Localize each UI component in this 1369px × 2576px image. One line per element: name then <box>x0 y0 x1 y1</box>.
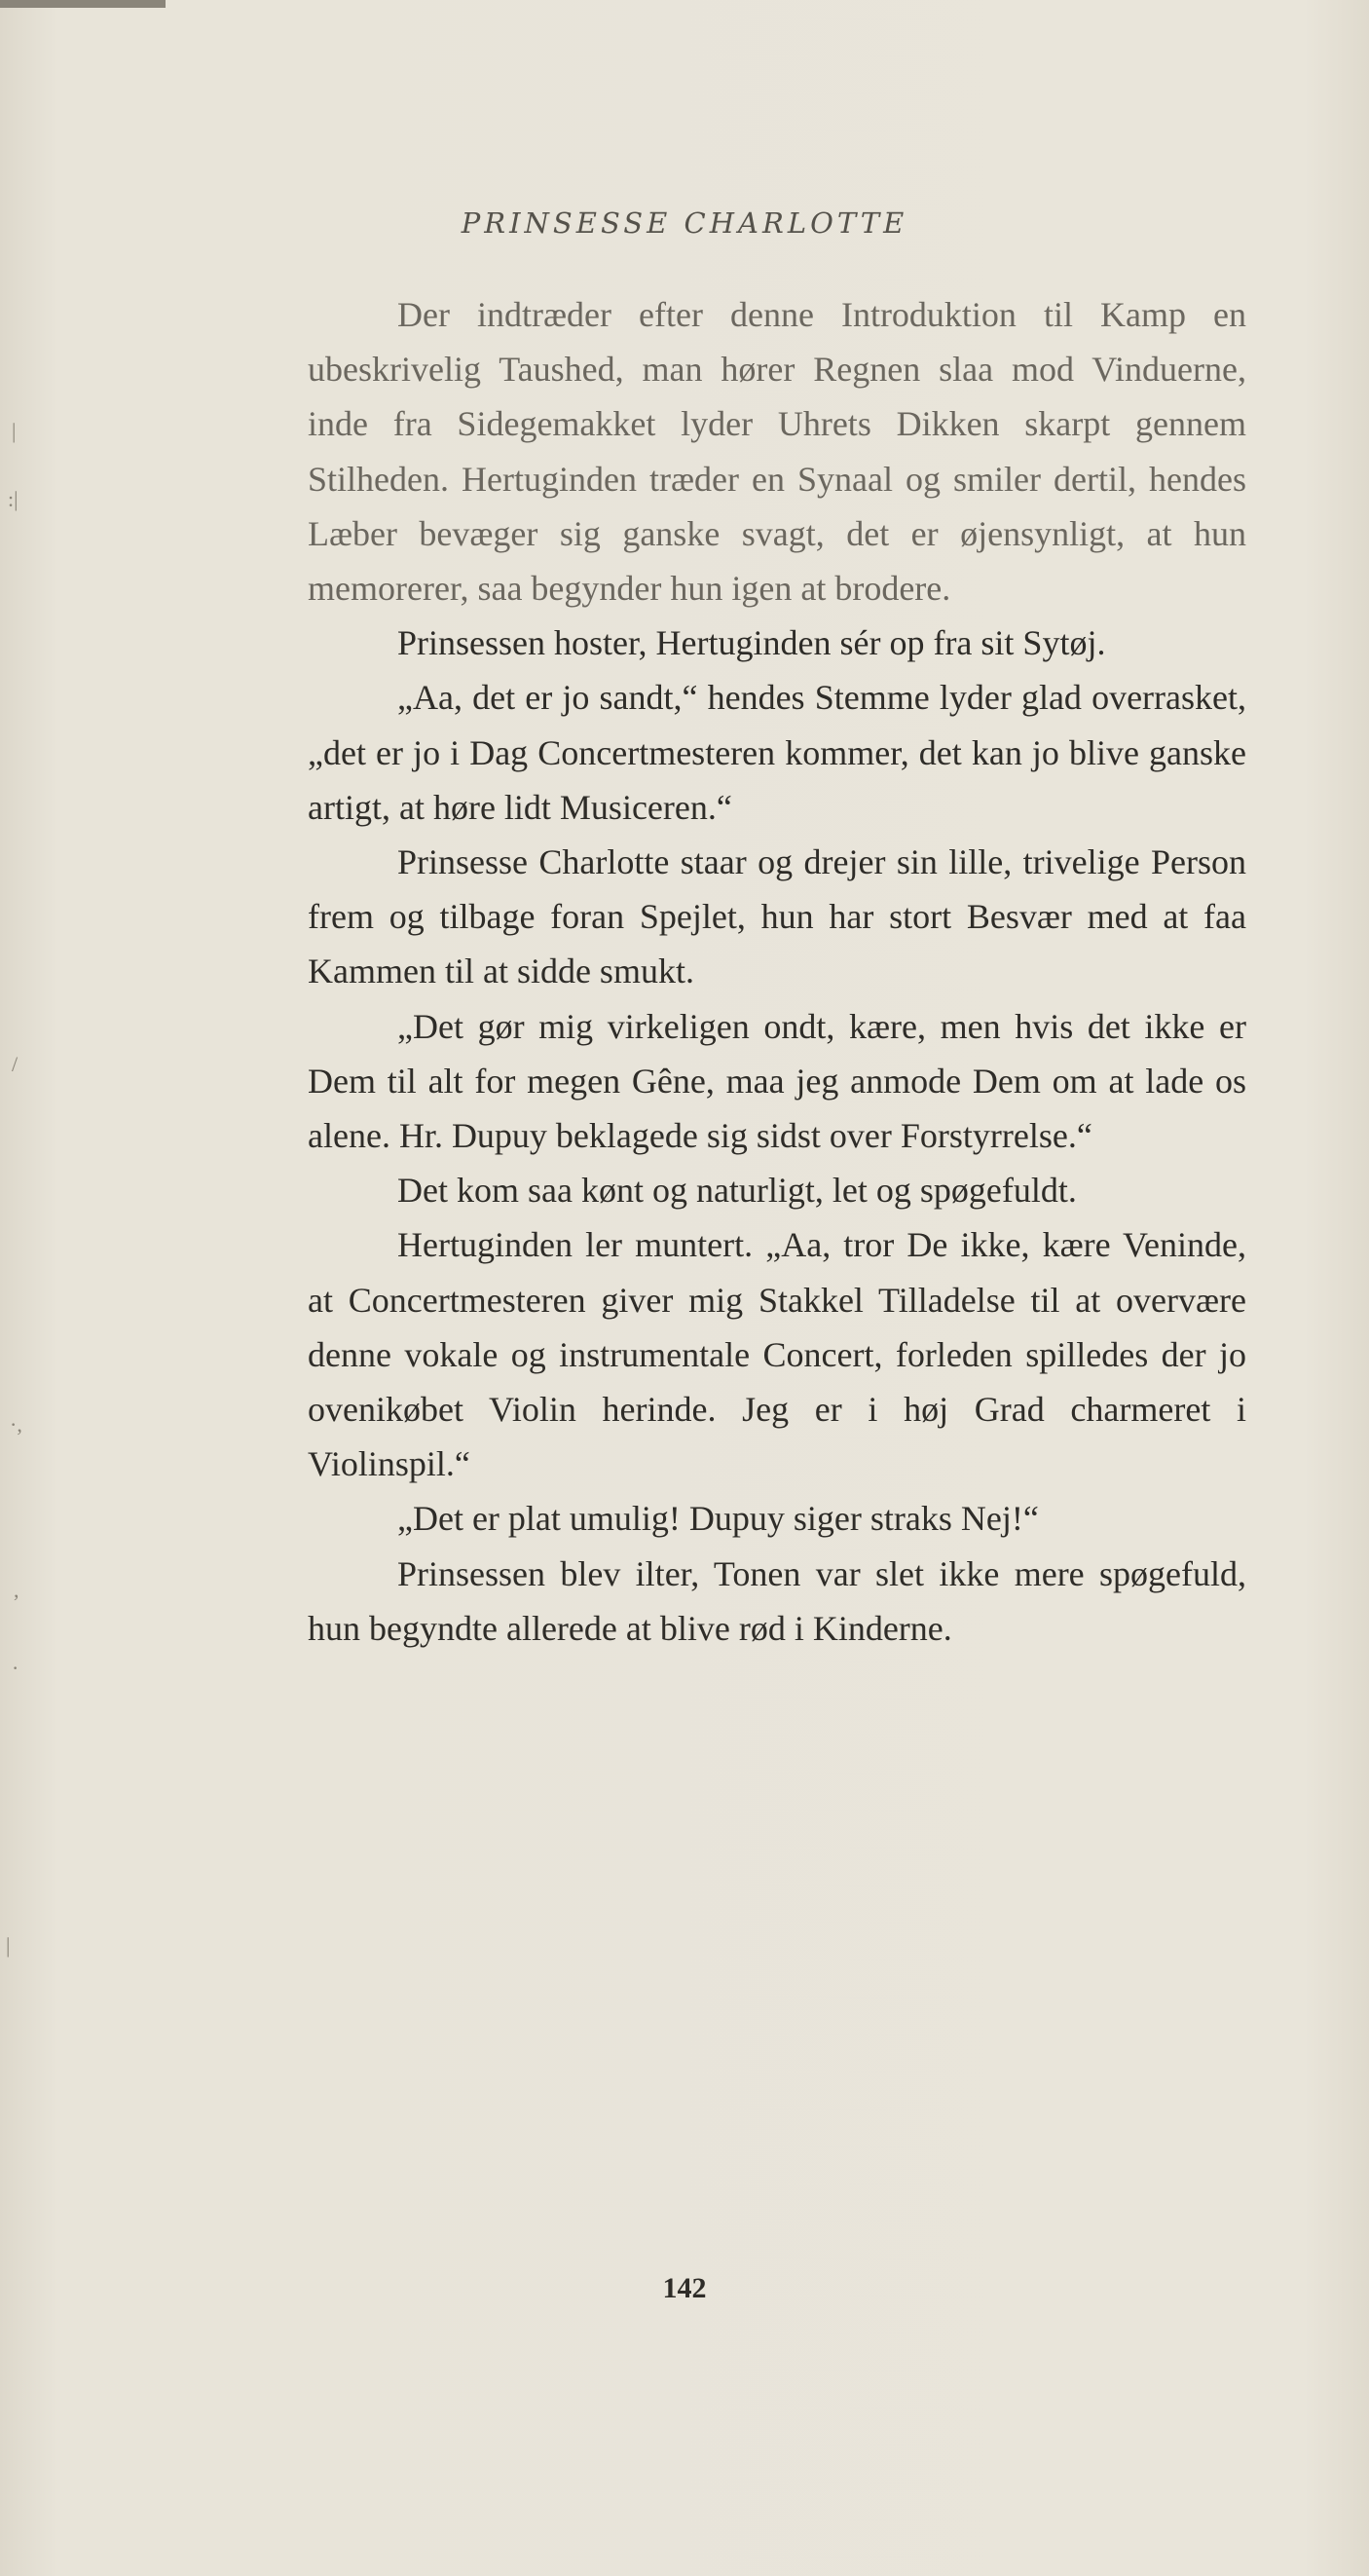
paragraph: Prinsessen hoster, Hertuginden sér op fra sit Sytøj. <box>397 623 1106 663</box>
page-edge-shadow <box>0 0 166 8</box>
margin-speck: | <box>12 419 17 443</box>
paragraph: Prinsesse Charlotte staar og drejer sin lille, trivelige Person frem og tilbage foran Spejlet, hun har stort Besvær med at faa Kammen til at sidde smukt. <box>308 842 1246 991</box>
page-number: 142 <box>662 2272 707 2304</box>
margin-speck: :| <box>8 487 18 511</box>
paragraph: „Det gør mig virkeligen ondt, kære, men hvis det ikke er Dem til alt for megen Gêne, maa jeg anmode Dem om at lade os alene. Hr. Dupuy beklagede sig sidst over Forstyrrelse.“ <box>308 1006 1246 1156</box>
margin-speck: , <box>14 1578 19 1602</box>
paragraph: Det kom saa kønt og naturligt, let og spøgefuldt. <box>397 1171 1077 1211</box>
running-head: PRINSESSE CHARLOTTE <box>461 206 908 240</box>
paragraph: Der indtræder efter denne Introduktion til Kamp en ubeskrivelig Taushed, man hører Regnen slaa mod Vinduerne, inde fra Sidegemakket lyder Uhrets Dikken skarpt gennem Stilheden. Hertuginden træder en Synaal og smiler dertil, hendes Læber bevæger sig ganske svagt, det er øjensynligt, at hun memorerer, saa begynder hun igen at brodere. <box>308 295 1246 609</box>
body-text <box>308 287 1246 1656</box>
paragraph: Hertuginden ler muntert. „Aa, tror De ikke, kære Veninde, at Concertmesteren giver mig Stakkel Tilladelse til at overvære denne vokale og instrumentale Concert, forleden spilledes der jo ovenikøbet Violin herinde. Jeg er i høj Grad charmeret i Violinspil.“ <box>308 1225 1246 1484</box>
paragraph: Prinsessen blev ilter, Tonen var slet ikke mere spøgefuld, hun begyndte allerede at blive rød i Kinderne. <box>308 1553 1246 1648</box>
margin-speck: | <box>6 1933 11 1958</box>
paragraph: „Aa, det er jo sandt,“ hendes Stemme lyder glad overrasket, „det er jo i Dag Concertmesteren kommer, det kan jo blive ganske artigt, at høre lidt Musiceren.“ <box>308 678 1246 827</box>
margin-speck: / <box>12 1052 18 1076</box>
margin-speck: · <box>12 1656 19 1680</box>
margin-speck: ·, <box>10 1412 22 1437</box>
paragraph: „Det er plat umulig! Dupuy siger straks Nej!“ <box>397 1499 1039 1539</box>
